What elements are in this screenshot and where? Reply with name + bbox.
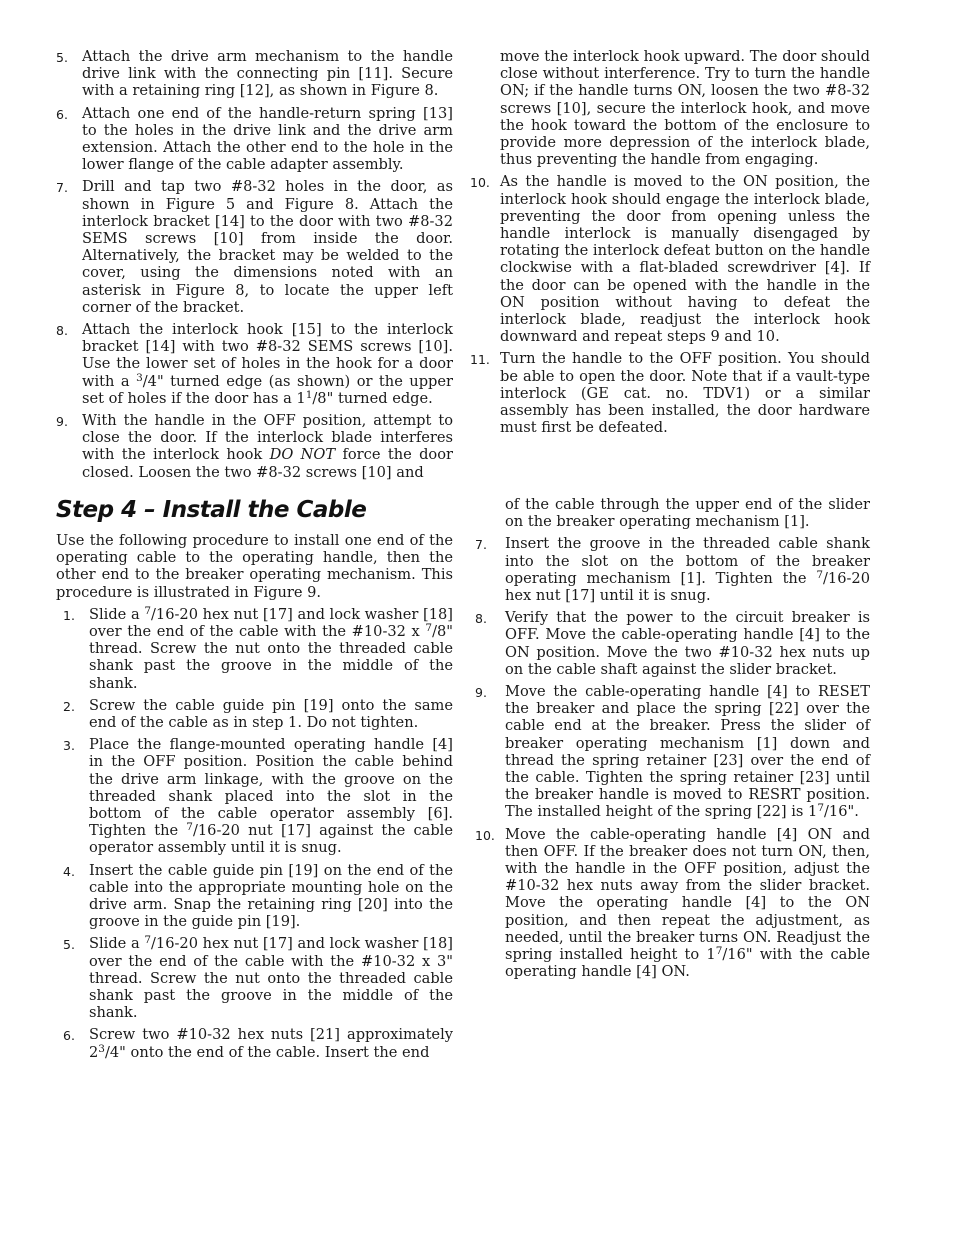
- item-text: Verify that the power to the circuit breaker is OFF. Move the cable-operating handle [4] to the ON position. Move the two #10-32 hex nuts up on the cable shaft against the slider bracket.: [505, 609, 870, 678]
- text-run: /16".: [824, 803, 859, 821]
- list-item: [63, 1026, 453, 1060]
- fraction-numerator: 1: [305, 388, 313, 401]
- item-number: 8.: [56, 323, 68, 339]
- list-item: [475, 609, 870, 678]
- step-list: [56, 606, 453, 1061]
- fraction-numerator: 7: [715, 945, 723, 958]
- text-run: force the door closed. Loosen the two #8-32 screws [10] and: [82, 446, 453, 481]
- item-number: 4.: [63, 863, 75, 879]
- bottom-right-column: [475, 496, 870, 985]
- item-text: Insert the cable guide pin [19] on the end of the cable into the appropriate mounting hole on the drive arm. Snap the retaining ring [20] into the groove in the guide pin [19].: [89, 861, 453, 931]
- item-number: 1.: [63, 607, 75, 623]
- item-text: Turn the handle to the OFF position. You should be able to open the door. Note that if a vault-type interlock (GE cat. no. TDV1) or a similar assembly has been installed, the door hardware must first be defeated.: [500, 350, 870, 437]
- list-item: [470, 350, 870, 436]
- continued-text: move the interlock hook upward. The door should close without interference. Try to turn the handle ON; if the handle turns ON, loosen the two #8-32 screws [10], secure the interlock hook, and move the hook toward the bottom of the enclosure to provide more depression of the interlock blade, thus preventing the handle from engaging.: [500, 48, 870, 169]
- item-number: 9.: [56, 414, 68, 430]
- item-text: [505, 826, 870, 981]
- text-run: Slide a: [89, 605, 145, 623]
- list-item: [475, 826, 870, 981]
- text-run: Place the flange-mounted operating handle [4] in the OFF position. Position the cable behind the drive arm linkage, with the groove on the threaded shank placed into the slot in the bottom of the cable operator assembly [6]. Tighten the: [89, 736, 453, 840]
- list-item: [56, 412, 453, 481]
- text-run: /16-20 hex nut [17] and lock washer [18] over the end of the cable with the #10-32 x: [89, 605, 453, 641]
- text-run: /16-20 nut [17] against the cable operator assembly until it is snug.: [89, 822, 453, 857]
- item-number: 8.: [475, 611, 487, 627]
- list-item: [63, 697, 453, 731]
- item-number: 2.: [63, 698, 75, 714]
- item-text: Screw the cable guide pin [19] onto the same end of the cable as in step 1. Do not tighten.: [89, 696, 453, 732]
- item-number: 11.: [470, 352, 490, 368]
- list-item: [475, 535, 870, 604]
- continued-text: of the cable through the upper end of the slider on the breaker operating mechanism [1].: [505, 496, 870, 531]
- text-run: /8" thread. Screw the nut onto the threaded cable shank past the groove in the middle of the shank.: [89, 623, 453, 692]
- text-run: Slide a: [89, 935, 145, 953]
- fraction-numerator: 7: [186, 821, 193, 834]
- item-text: Attach the drive arm mechanism to the handle drive link with the connecting pin [11]. Secure with a retaining ring [12], as shown in Figure 8.: [82, 48, 453, 100]
- fraction-numerator: 7: [817, 802, 825, 815]
- list-item: [63, 935, 453, 1021]
- list-item: [63, 736, 453, 856]
- text-run: With the handle in the OFF position, attempt to close the door. If the interlock blade interferes with the interlock hook: [82, 412, 453, 464]
- item-text: [89, 606, 453, 692]
- text-run: /4" onto the end of the cable. Insert the end: [104, 1043, 430, 1061]
- item-text: [505, 683, 870, 820]
- text-run: /16" with the cable operating handle [4] ON.: [505, 946, 871, 981]
- item-text: [82, 412, 453, 481]
- list-item: [56, 321, 453, 407]
- top-left-column: [56, 48, 453, 486]
- fraction-numerator: 7: [144, 934, 151, 947]
- list-item: [56, 48, 453, 100]
- item-number: 10.: [470, 175, 490, 191]
- fraction-numerator: 7: [425, 622, 433, 635]
- item-number: 7.: [56, 180, 68, 196]
- fraction-numerator: 7: [816, 568, 823, 581]
- item-text: [89, 736, 453, 856]
- list-item: [63, 862, 453, 931]
- item-number: 5.: [63, 937, 75, 953]
- list-item: [56, 178, 453, 316]
- list-item: [56, 105, 453, 174]
- item-number: 3.: [63, 738, 75, 754]
- text-run: /16-20 hex nut [17] until it is snug.: [505, 569, 870, 605]
- text-run: Move the cable-operating handle [4] ON and then OFF. If the breaker does not turn ON, then, with the handle in the OFF position, adjust the #10-32 hex nuts away from the slider bracket. Move the operating handle [4] to the ON position, and then repeat the adjustment, as needed, until the breaker turns ON. Readjust the spring installed height to 1: [505, 825, 870, 964]
- item-number: 6.: [56, 106, 68, 122]
- list-item: [63, 606, 453, 692]
- item-text: Drill and tap two #8-32 holes in the door, as shown in Figure 5 and Figure 8. Attach the interlock bracket [14] to the door with two #8-32 SEMS screws [10] from inside the door. Alternatively, the bracket may be welded to the cover, using the dimensions noted with an asterisk in Figure 8, to locate the upper left corner of the bracket.: [82, 178, 453, 316]
- text-run: /8" turned edge.: [312, 389, 433, 407]
- item-number: 10.: [475, 827, 495, 843]
- item-text: Attach one end of the handle-return spring [13] to the holes in the drive link and the drive arm extension. Attach the other end to the hole in the lower flange of the cable adapter assembly.: [82, 104, 453, 174]
- list-item: [470, 173, 870, 345]
- item-text: [82, 321, 453, 407]
- item-text: As the handle is moved to the ON position, the interlock hook should engage the interlock blade, preventing the door from opening unless the handle interlock is manually disengaged by rotating the interlock defeat button on the handle clockwise with a flat-bladed screwdriver [4]. If the door can be opened with the handle in the ON position without having to defeat the interlock blade, readjust the interlock hook downward and repeat steps 9 and 10.: [500, 173, 870, 346]
- text-run: Attach the interlock hook [15] to the interlock bracket [14] with two #8-32 SEMS screws [10]. Use the lower set of holes in the hook for a door with a: [82, 321, 453, 390]
- text-run: Screw two #10-32 hex nuts [21] approximately 2: [89, 1026, 453, 1061]
- item-text: [89, 1026, 453, 1060]
- text-run: /16-20 hex nut [17] and lock washer [18] over the end of the cable with the #10-32 x 3" thread. Screw the nut onto the threaded cable shank past the groove in the middle of the shank.: [89, 935, 453, 1022]
- list-item: [475, 683, 870, 821]
- fraction-numerator: 3: [136, 371, 143, 384]
- text-run: /4" turned edge (as shown) or the upper set of holes if the door has a 1: [82, 372, 453, 407]
- item-number: 9.: [475, 685, 487, 701]
- intro-paragraph: Use the following procedure to install one end of the operating cable to the operating handle, then the other end to the breaker operating mechanism. This procedure is illustrated in Figure 9.: [56, 532, 453, 601]
- bottom-left-column: [56, 532, 453, 1066]
- text-run: Insert the groove in the threaded cable shank into the slot on the bottom of the breaker operating mechanism [1]. Tighten the: [505, 535, 870, 587]
- fraction-numerator: 3: [98, 1042, 105, 1055]
- section-heading: Step 4 – Install the Cable: [56, 497, 367, 523]
- item-text: [89, 935, 453, 1021]
- text-run: Move the cable-operating handle [4] to RESET the breaker and place the spring [22] over the cable end at the breaker. Press the slider of breaker operating mechanism [1] down and thread the spring retainer [23] over the end of the cable. Tighten the spring retainer [23] until the breaker handle is moved to RESRT position. The installed height of the spring [22] is 1: [505, 683, 870, 821]
- emphasis: DO NOT: [269, 446, 336, 464]
- item-number: 6.: [63, 1028, 75, 1044]
- item-text: [505, 535, 870, 604]
- top-right-column: [470, 48, 870, 441]
- item-number: 5.: [56, 50, 68, 65]
- item-number: 7.: [475, 537, 487, 553]
- fraction-numerator: 7: [144, 604, 151, 617]
